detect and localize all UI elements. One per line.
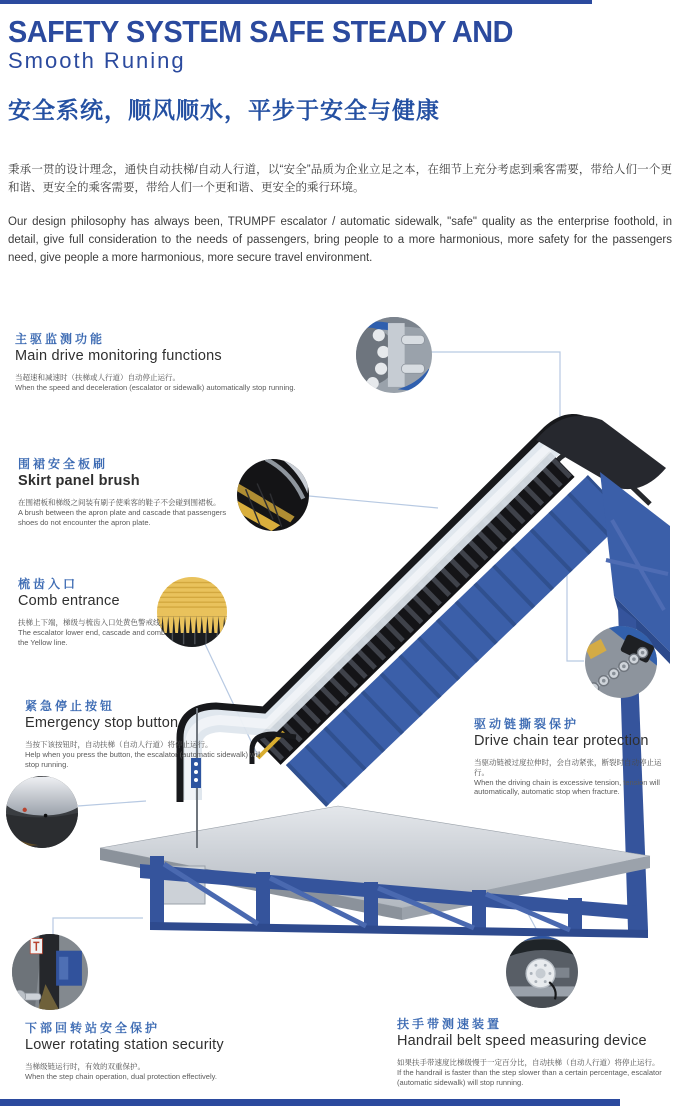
feature-comb-entrance [18,575,168,647]
feature-title-en: Drive chain tear protection [474,733,649,749]
feature-desc-cn: 当驱动链被过度拉伸时，会自动紧张，断裂时自动停止运行。 [474,758,662,777]
feature-title-cn: 紧急停止按钮 [25,699,116,713]
main-drive-photo [356,317,432,393]
drive-chain-photo [585,626,657,698]
emergency-stop-photo [6,776,78,848]
feature-desc-en: Help when you press the button, the escalator (automatic sidewalk) will stop running. [25,749,261,769]
feature-desc-en: If the handrail is faster than the step slower than a certain percentage, escalator (automatic sidewalk) will stop running. [397,1067,662,1087]
feature-lower-station [25,1019,345,1082]
feature-title-en: Lower rotating station security [25,1037,224,1053]
feature-title-cn: 主驱监测功能 [15,332,106,346]
feature-skirt-brush [18,455,246,527]
feature-title-cn: 扶手带测速装置 [397,1017,503,1031]
feature-handrail-speed [397,1015,680,1087]
feature-title-en: Skirt panel brush [18,473,140,489]
feature-desc-cn: 当超速和减速时（扶梯或人行道）自动停止运行。 [15,373,180,382]
feature-desc-cn: 如果扶手带速度比梯级慢于一定百分比，自动扶梯（自动人行道）将停止运行。 [397,1058,660,1067]
feature-title-en: Comb entrance [18,593,120,609]
feature-desc-cn: 当梯级链运行时，有效的双重保护。 [25,1062,145,1071]
feature-desc-en: The escalator lower end, cascade and comb the Yellow line. [18,627,166,647]
feature-title-en: Handrail belt speed measuring device [397,1033,647,1049]
feature-desc-cn: 当按下该按钮时，自动扶梯（自动人行道）将停止运行。 [25,740,213,749]
feature-emergency-stop [25,697,275,769]
handrail-speed-photo [506,936,578,1008]
feature-desc-en: When the step chain operation, dual protection effectively. [25,1071,217,1081]
feature-title-cn: 梳齿入口 [18,577,79,591]
lower-station-photo [12,934,88,1010]
feature-desc-cn: 在围裙板和梯级之间装有刷子使乘客的鞋子不会碰到围裙板。 [18,498,221,507]
feature-title-en: Main drive monitoring functions [15,348,222,364]
feature-title-cn: 下部回转站安全保护 [25,1021,161,1035]
feature-desc-cn: 扶梯上下端，梯级与梳齿入口处黄色警戒线。 [18,618,168,627]
feature-title-cn: 围裙安全板刷 [18,457,109,471]
feature-desc-en: When the speed and deceleration (escalator or sidewalk) automatically stop running. [15,382,296,392]
intro-paragraph-en: Our design philosophy has always been, TRUMPF escalator / automatic sidewalk, "safe" quality as the enterprise foothold, in detail, give full consideration to the needs of passengers, bring people to a more harmonious, more safety for the passengers need, give people a more harmonious, more secure travel environment. [8,216,672,264]
feature-desc-en: When the driving chain is excessive tension, tension will automatically, automatic stop when fracture. [474,777,660,797]
feature-drive-chain [474,715,666,797]
feature-title-en: Emergency stop button [25,715,179,731]
skirt-brush-photo [237,459,309,531]
feature-title-cn: 驱动链撕裂保护 [474,717,580,731]
chinese-heading: 安全系统，顺风顺水，平步于安全与健康 [8,97,440,123]
feature-main-drive [15,330,367,393]
page-subtitle: Smooth Runing [8,48,186,73]
intro-paragraph-cn: 秉承一贯的设计理念，通快自动扶梯/自动人行道，以“安全”品质为企业立足之本，在细节上充分考虑到乘客需要，带给人们一个更和谐、更安全的乘客需要，带给人们一个更和谐、更安全的乘行环境。 [8,164,672,194]
page-title: SAFETY SYSTEM SAFE STEADY AND [8,14,514,49]
feature-desc-en: A brush between the apron plate and cascade that passengers shoes do not encounter the apron plate. [18,507,227,527]
